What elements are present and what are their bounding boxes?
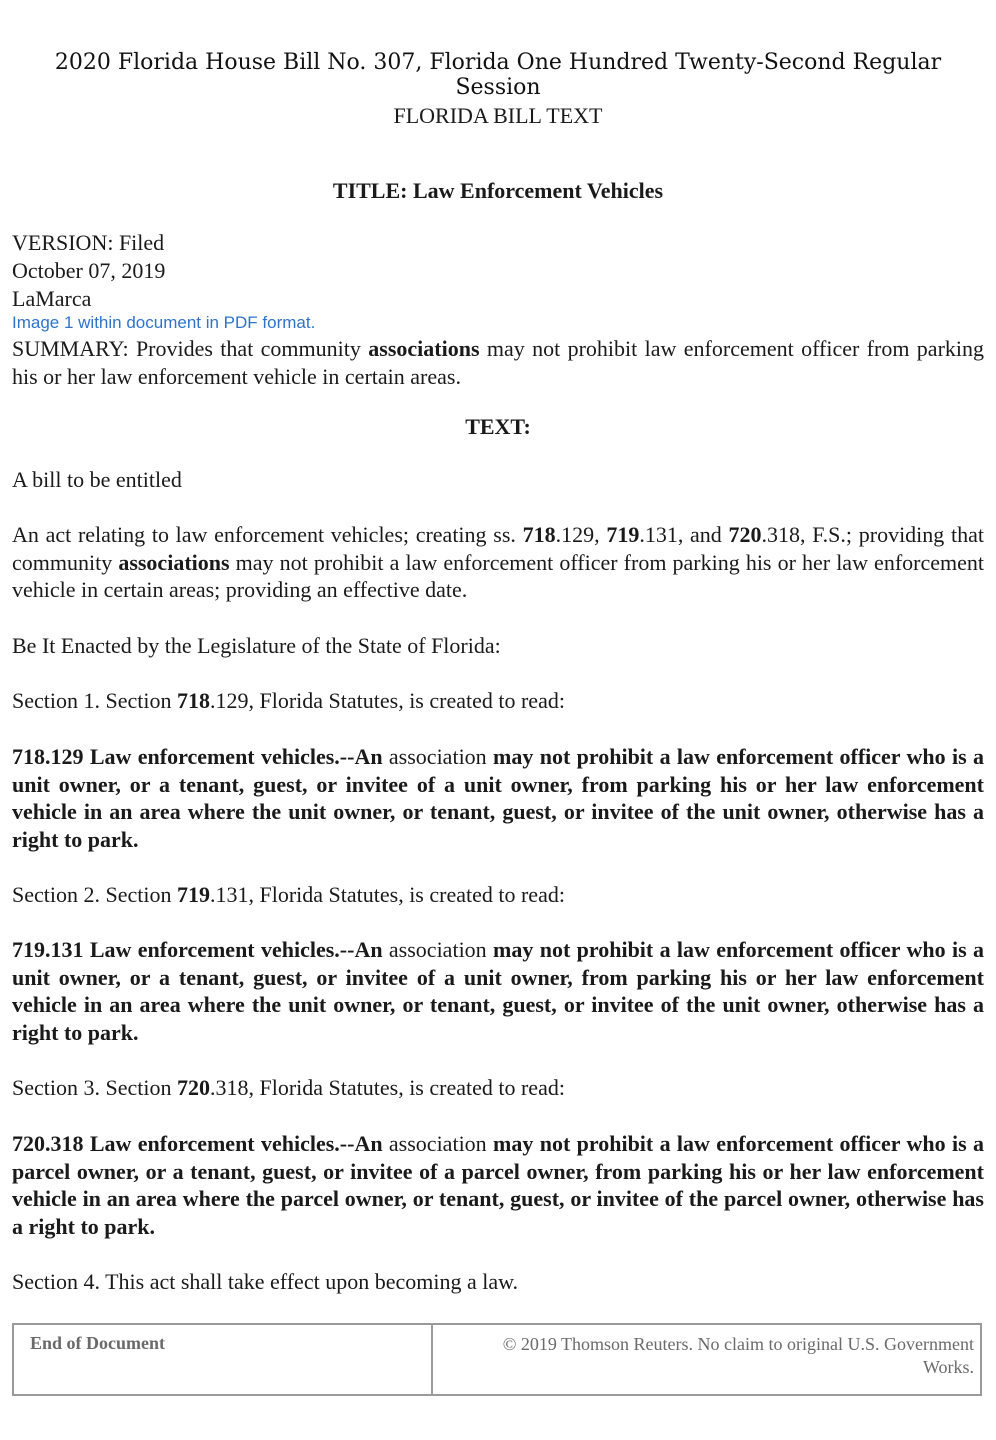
- section-1-rest: .129, Florida Statutes, is created to read:: [209, 688, 565, 713]
- document-footer: [12, 1323, 982, 1396]
- section-2-rest: .131, Florida Statutes, is created to read:: [209, 882, 565, 907]
- section-1-heading: [12, 687, 984, 715]
- section-1-lead: Section 1. Section: [12, 688, 177, 713]
- section-2-num: 719: [176, 882, 210, 907]
- statute-2-a: 719.131 Law enforcement vehicles.--An: [12, 937, 389, 962]
- intro-line: A bill to be entitled: [12, 467, 182, 492]
- act-num-719: 719: [606, 522, 640, 547]
- act-paragraph: [12, 521, 984, 604]
- statute-1-a: 718.129 Law enforcement vehicles.--An: [12, 744, 389, 769]
- section-1-num: 718: [176, 688, 210, 713]
- pdf-image-link[interactable]: Image 1 within document in PDF format.: [12, 313, 316, 332]
- statute-3-association: association: [388, 1131, 487, 1156]
- summary-paragraph: [12, 335, 984, 390]
- section-3-lead: Section 3. Section: [12, 1075, 177, 1100]
- act-text-1: An act relating to law enforcement vehicles; creating ss.: [12, 522, 523, 547]
- summary-rest: may not prohibit law enforcement officer from parking his or her law enforcement vehicle in certain areas.: [12, 336, 985, 389]
- section-2-statute: [12, 936, 984, 1046]
- version-line: VERSION: Filed: [12, 230, 165, 255]
- section-3-rest: .318, Florida Statutes, is created to read:: [209, 1075, 565, 1100]
- statute-3-a: 720.318 Law enforcement vehicles.--An: [12, 1131, 389, 1156]
- act-associations: associations: [118, 549, 230, 575]
- act-text-4: .318, F.S.; providing that community: [12, 522, 984, 575]
- statute-3-b: may not prohibit a law enforcement officer who is a parcel owner, or a tenant, guest, or invitee of a parcel owner, from parking his or her law enforcement vehicle in an area where the parcel owner, or tenant, guest, or invitee of the parcel owner, otherwise has a right to park.: [12, 1131, 984, 1239]
- section-2-heading: [12, 881, 984, 909]
- section-4: Section 4. This act shall take effect upon becoming a law.: [12, 1269, 519, 1294]
- statute-2-b: may not prohibit a law enforcement officer who is a unit owner, or a tenant, guest, or invitee of a unit owner, from parking his or her law enforcement vehicle in an area where the unit owner, or tenant, guest, or invitee of the unit owner, otherwise has a right to park.: [12, 937, 984, 1045]
- act-text-3: .131, and: [639, 522, 729, 547]
- statute-1-association: association: [388, 744, 487, 769]
- summary-bold: associations: [368, 336, 480, 361]
- bill-title: TITLE: Law Enforcement Vehicles: [332, 178, 664, 203]
- statute-1-b: may not prohibit a law enforcement officer who is a unit owner, or a tenant, guest, or invitee of a unit owner, from parking his or her law enforcement vehicle in an area where the unit owner, or tenant, guest, or invitee of the unit owner, otherwise has a right to park.: [12, 744, 984, 852]
- end-of-document: End of Document: [14, 1325, 433, 1394]
- act-num-720: 720: [728, 522, 762, 547]
- section-3-statute: [12, 1130, 984, 1240]
- enacting-clause: Be It Enacted by the Legislature of the State of Florida:: [12, 633, 501, 658]
- act-text-5: may not prohibit a law enforcement officer from parking his or her law enforcement vehicle in certain areas; providing an effective date.: [12, 549, 984, 602]
- act-num-718: 718: [522, 522, 556, 547]
- copyright-notice: © 2019 Thomson Reuters. No claim to original U.S. Government Works.: [502, 1334, 974, 1377]
- date-line: October 07, 2019: [12, 258, 166, 283]
- section-1-statute: [12, 743, 984, 853]
- document-title: 2020 Florida House Bill No. 307, Florida One Hundred Twenty-Second Regular Session: [54, 50, 942, 100]
- act-text-2: .129,: [555, 522, 607, 547]
- summary-lead: SUMMARY: Provides that community: [12, 336, 369, 361]
- section-3-heading: [12, 1074, 984, 1102]
- sponsor-line: LaMarca: [12, 286, 92, 311]
- document-type: FLORIDA BILL TEXT: [393, 103, 603, 128]
- text-heading: TEXT:: [465, 414, 531, 439]
- statute-2-association: association: [388, 937, 487, 962]
- section-2-lead: Section 2. Section: [12, 882, 177, 907]
- section-3-num: 720: [176, 1075, 210, 1100]
